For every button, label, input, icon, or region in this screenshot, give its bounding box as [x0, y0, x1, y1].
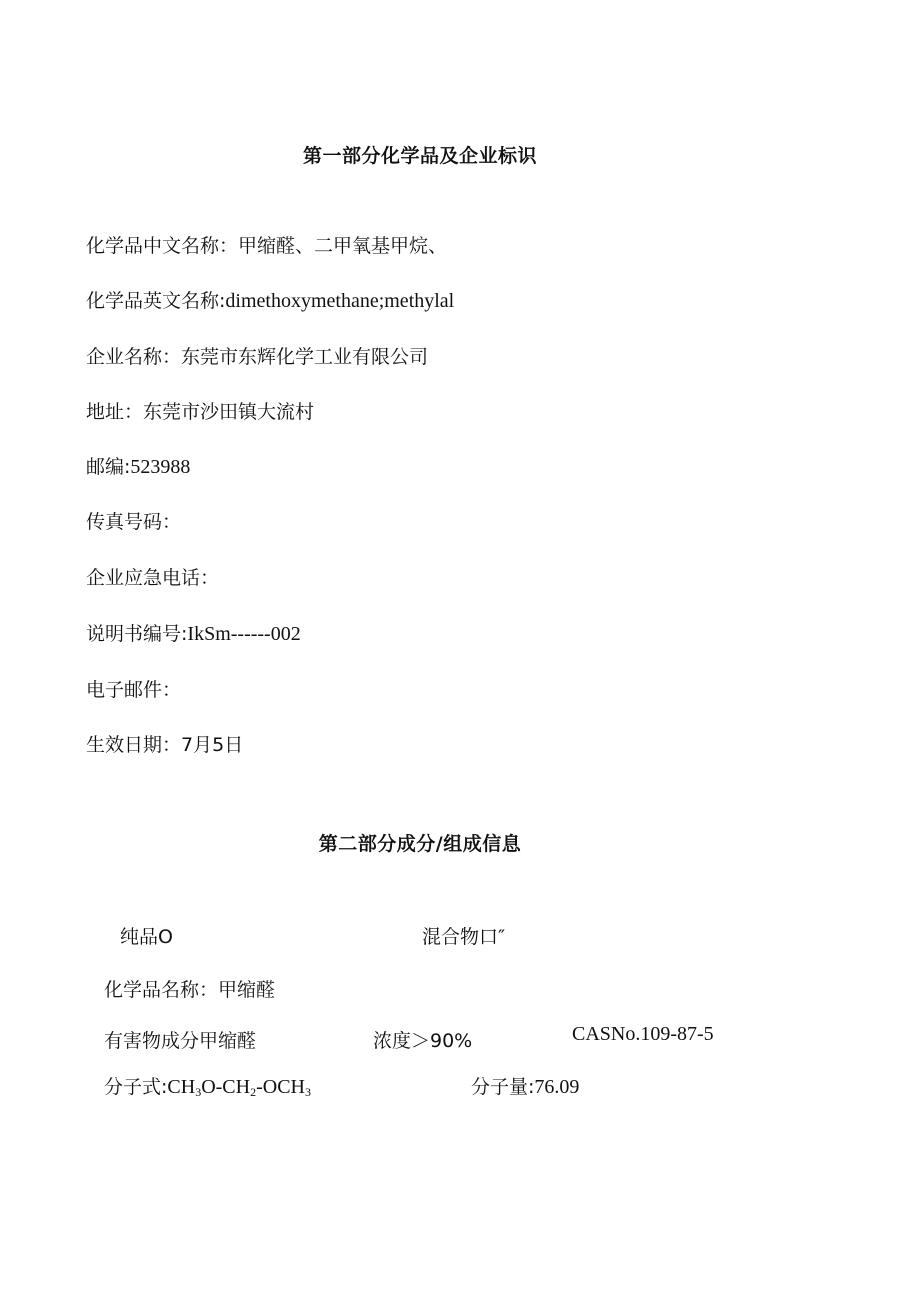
field-postcode — [86, 455, 190, 479]
hazardous-component: 有害物成分甲缩醛 — [104, 1030, 257, 1052]
field-value: dimethoxymethane;methylal — [225, 290, 455, 312]
field-value: IkSm------002 — [187, 623, 301, 645]
cas-number: CASNo.109-87-5 — [572, 1023, 714, 1045]
field-label: 企业应急电话： — [86, 567, 220, 589]
field-effective-date — [86, 733, 243, 757]
molecular-formula — [104, 1075, 311, 1099]
part2-heading: 第二部分成分/组成信息 — [318, 833, 522, 855]
pure-product-option: 纯品O — [120, 926, 173, 948]
field-value: 7月5日 — [181, 734, 244, 756]
field-value: 523988 — [130, 456, 191, 478]
concentration: 浓度＞90% — [373, 1030, 473, 1052]
formula-text: $CH_3O-CH_2-OCH_3$ — [167, 1076, 311, 1099]
field-label: 化学品英文名称: — [86, 290, 226, 312]
mixture-option: 混合物口″ — [422, 926, 506, 948]
field-company — [86, 345, 428, 369]
molecular-weight — [471, 1075, 579, 1099]
field-label: 地址： — [86, 401, 144, 423]
field-label: 企业名称： — [86, 346, 182, 368]
field-label: 传真号码： — [86, 511, 182, 533]
field-value: 东莞市东辉化学工业有限公司 — [181, 346, 429, 368]
field-emergency-phone — [86, 566, 219, 590]
chemical-name: 化学品名称：甲缩醛 — [104, 979, 276, 1001]
mw-value: 76.09 — [534, 1076, 580, 1098]
field-label: 说明书编号: — [86, 623, 188, 645]
field-value: 东莞市沙田镇大流村 — [143, 401, 315, 423]
formula-label: 分子式: — [104, 1076, 168, 1098]
field-email — [86, 678, 181, 702]
field-label: 邮编: — [86, 456, 131, 478]
field-label: 电子邮件： — [86, 679, 182, 701]
mw-label: 分子量: — [471, 1076, 535, 1098]
field-value: 甲缩醛、二甲氧基甲烷、 — [238, 235, 448, 257]
field-fax — [86, 510, 181, 534]
field-manual-number — [86, 622, 301, 646]
field-cn-name — [86, 234, 447, 258]
field-address — [86, 400, 314, 424]
field-label: 生效日期： — [86, 734, 182, 756]
part1-heading: 第一部分化学品及企业标识 — [302, 145, 537, 167]
field-en-name — [86, 289, 454, 313]
field-label: 化学品中文名称： — [86, 235, 239, 257]
